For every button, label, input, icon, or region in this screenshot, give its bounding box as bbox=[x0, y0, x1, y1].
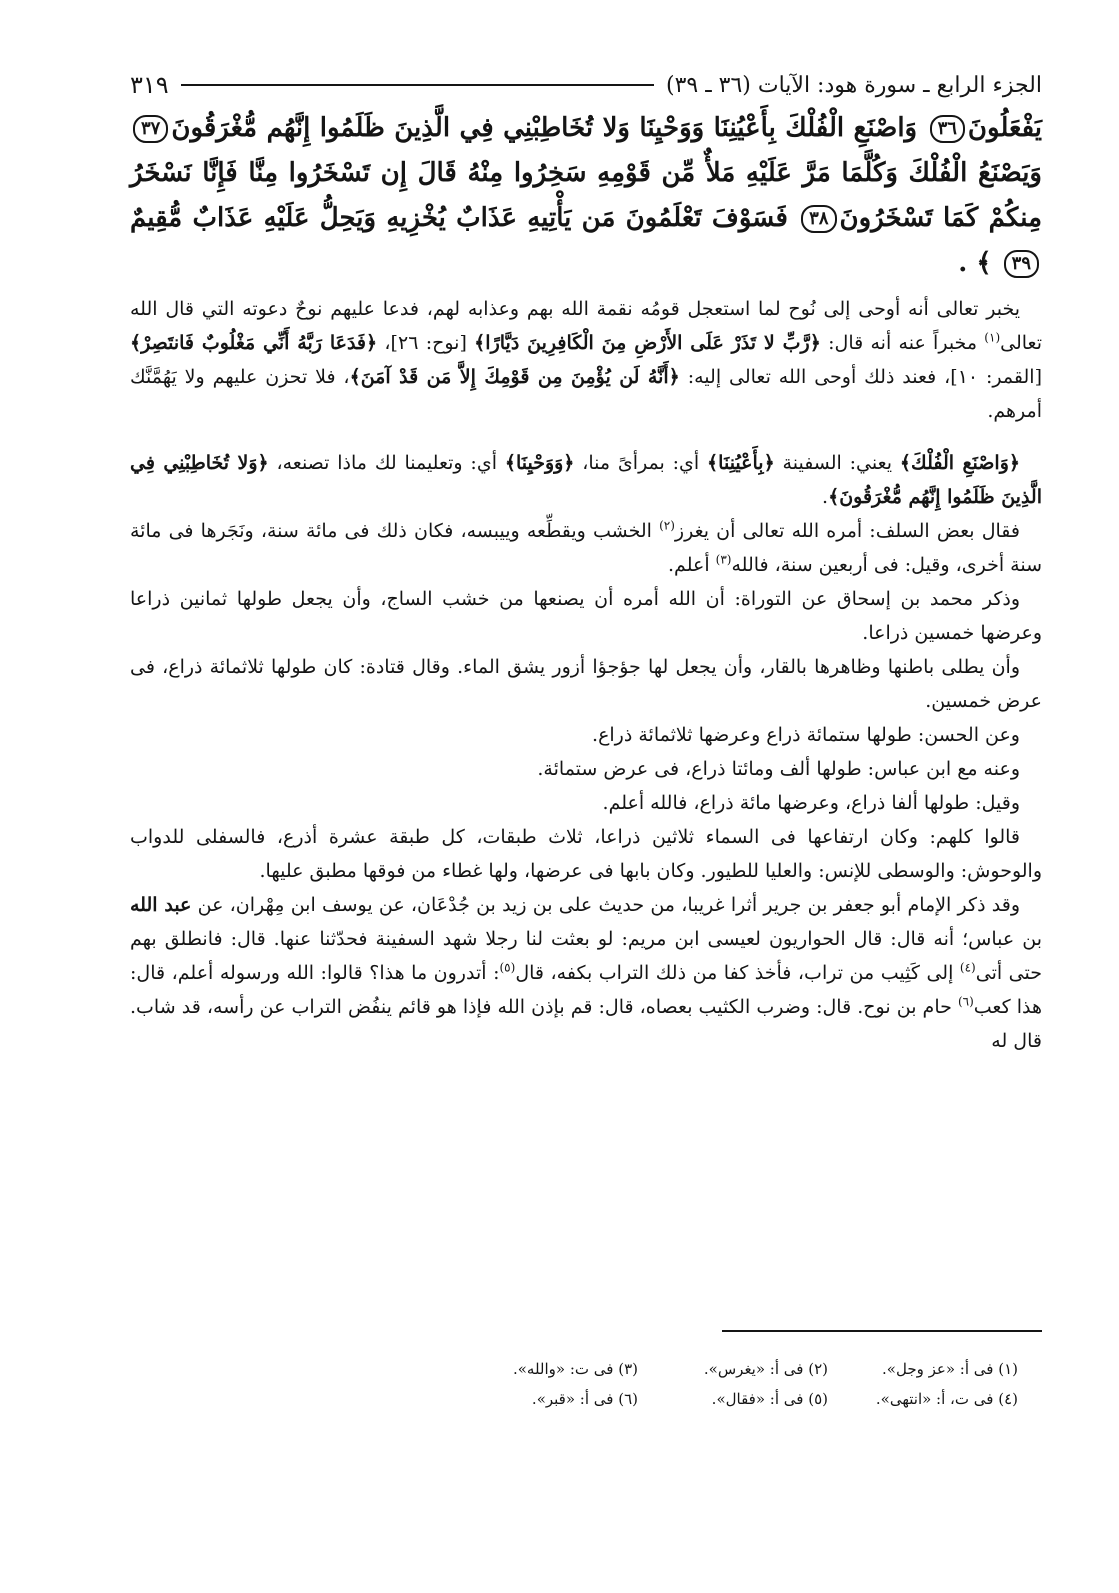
paragraph-text: وقد ذكر الإمام أبو جعفر بن جرير أثرا غريبا، من حديث على بن زيد بن جُدْعَان، عن يوسف ابن مِهْران، عن bbox=[191, 894, 1021, 916]
paragraph-text: وعن الحسن: طولها ستمائة ذراع وعرضها ثلاثمائة ذراع. bbox=[592, 724, 1020, 746]
paragraph-text: . bbox=[822, 486, 829, 508]
ayah-number-mark: ٣٧ bbox=[133, 115, 168, 143]
paragraph-text: وأن يطلى باطنها وظاهرها بالقار، وأن يجعل لها جؤجؤا أزور يشق الماء. وقال قتادة: كان طولها ثلاثمائة ذراع، فى عرض خمسين. bbox=[130, 656, 1042, 712]
verse-text: فَسَوْفَ تَعْلَمُونَ مَن يَأْتِيهِ عَذَابٌ يُخْزِيهِ وَيَحِلُّ عَلَيْهِ عَذَابٌ مُّقِيمٌ bbox=[130, 203, 788, 233]
paragraph-text: الخشب ويقطِّعه وييبسه، فكان ذلك فى مائة سنة، ونَجَرها فى مائة سنة أخرى، وقيل: فى أربعين سنة، فالله bbox=[130, 520, 1042, 576]
paragraph-text: [القمر: ١٠]، فعند ذلك أوحى الله تعالى إليه: bbox=[679, 366, 1042, 388]
footnote-row bbox=[130, 1354, 1042, 1384]
commentary-paragraph bbox=[130, 820, 1042, 888]
ayah-number-mark: ٣٩ bbox=[1004, 250, 1039, 278]
paragraph-text: وعنه مع ابن عباس: طولها ألف ومائتا ذراع، فى عرض ستمائة. bbox=[537, 758, 1020, 780]
paragraph-text: فقال بعض السلف: أمره الله تعالى أن يغرز bbox=[674, 520, 1020, 542]
footnote-2: (٢) فى أ: «يغرس». bbox=[703, 1360, 828, 1378]
paragraph-text: قالوا كلهم: وكان ارتفاعها فى السماء ثلاثين ذراعا، ثلاث طبقات، كل طبقة عشرة أذرع، فالسفلى للدواب والوحوش: والوسطى للإنس: والعليا للطيور. وكان بابها فى عرضها، ولها غطاء من فوقها مطبق عليها. bbox=[130, 826, 1042, 882]
commentary-paragraph bbox=[130, 514, 1042, 582]
commentary-body bbox=[130, 292, 1042, 1058]
paragraph-text: وذكر محمد بن إسحاق عن التوراة: أن الله أمره أن يصنعها من خشب الساج، وأن يجعل طولها ثمانين ذراعا وعرضها خمسين ذراعا. bbox=[130, 588, 1042, 644]
footnote-3: (٣) فى ت: «والله». bbox=[512, 1360, 638, 1378]
footnote-reference: (٤) bbox=[959, 960, 976, 975]
quran-verses bbox=[130, 106, 1042, 286]
commentary-paragraph bbox=[130, 718, 1042, 752]
footnote-reference: (٢) bbox=[659, 518, 675, 533]
ayah-number-mark: ٣٦ bbox=[930, 115, 965, 143]
commentary-paragraph bbox=[130, 292, 1042, 428]
footnote-row bbox=[130, 1384, 1042, 1414]
page-body bbox=[130, 66, 1042, 1058]
footnote-reference: (١) bbox=[984, 330, 1001, 345]
quranic-quote: ﴿وَاصْنَعِ الْفُلْكَ﴾ bbox=[899, 452, 1021, 474]
paragraph-text: وقيل: طولها ألفا ذراع، وعرضها مائة ذراع، فالله أعلم. bbox=[602, 792, 1020, 814]
paragraph-text: أي: وتعليمنا لك ماذا تصنعه، bbox=[268, 452, 505, 474]
page-number: ٣١٩ bbox=[130, 71, 169, 99]
quranic-quote: ﴿أَنَّهُ لَن يُؤْمِنَ مِن قَوْمِكَ إِلاَّ مَن قَدْ آمَنَ﴾ bbox=[349, 366, 680, 388]
paragraph-text: إلى كَثِيب من تراب، فأخذ كفا من ذلك التراب بكفه، قال bbox=[515, 962, 960, 984]
paragraph-text: [نوح: ٢٦]، bbox=[377, 332, 475, 354]
commentary-paragraph bbox=[130, 446, 1042, 514]
footnote-reference: (٦) bbox=[957, 994, 974, 1009]
paragraph-text: أعلم. bbox=[668, 554, 716, 576]
commentary-paragraph bbox=[130, 752, 1042, 786]
footnote-6: (٦) فى أ: «قبر». bbox=[531, 1390, 638, 1408]
paragraph-text: يعني: السفينة bbox=[774, 452, 900, 474]
footnote-reference: (٣) bbox=[715, 552, 732, 567]
footnote-rule bbox=[722, 1330, 1042, 1332]
paragraph-text: ، فلا تحزن عليهم ولا يَهُمَّنَّك أمرهم. bbox=[130, 366, 1042, 422]
footnote-reference: (٥) bbox=[499, 960, 516, 975]
quranic-quote: ﴿وَلا تُخَاطِبْنِي فِي الَّذِينَ ظَلَمُوا إِنَّهُم مُّغْرَقُونَ﴾ bbox=[130, 452, 1042, 508]
footnote-4: (٤) فى ت، أ: «انتهى». bbox=[875, 1390, 1018, 1408]
header-title: الجزء الرابع ـ سورة هود: الآيات (٣٦ ـ ٣٩) bbox=[665, 72, 1042, 98]
verse-text: يَفْعَلُونَ bbox=[967, 113, 1042, 143]
paragraph-text: بن عباس؛ أنه قال: قال الحواريون لعيسى ابن مريم: لو بعثت لنا رجلا شهد السفينة فحدّثنا عنها. قال: فانطلق بهم حتى أتى bbox=[130, 928, 1042, 984]
quranic-quote: ﴿وَوَحْيِنَا﴾ bbox=[504, 452, 575, 474]
running-header bbox=[130, 66, 1042, 104]
footnotes bbox=[130, 1330, 1042, 1414]
quranic-quote: عبد الله bbox=[130, 894, 192, 916]
footnote-5: (٥) فى أ: «فقال». bbox=[711, 1390, 828, 1408]
verse-text: وَاصْنَعِ الْفُلْكَ بِأَعْيُنِنَا وَوَحْيِنَا وَلا تُخَاطِبْنِي فِي الَّذِينَ ظَلَمُوا إِنَّهُم مُّغْرَقُونَ bbox=[171, 113, 918, 143]
quranic-quote: ﴿بِأَعْيُنِنَا﴾ bbox=[707, 452, 775, 474]
paragraph-text: حام بن نوح. قال: وضرب الكثيب بعصاه، قال: قم بإذن الله فإذا هو قائم ينفُض التراب عن رأسه، قد شاب. قال له bbox=[130, 996, 1042, 1052]
commentary-paragraph bbox=[130, 650, 1042, 718]
quranic-quote: ﴿فَدَعَا رَبَّهُ أَنِّي مَغْلُوبٌ فَانتَصِرْ﴾ bbox=[130, 332, 378, 354]
quranic-quote: ﴿رَّبِّ لا تَذَرْ عَلَى الأَرْضِ مِنَ الْكَافِرِينَ دَيَّارًا﴾ bbox=[474, 332, 821, 354]
header-rule bbox=[181, 84, 654, 86]
ayah-number-mark: ٣٨ bbox=[801, 205, 836, 233]
paragraph-text: أي: بمرأىً منا، bbox=[574, 452, 708, 474]
paragraph-text: يخبر تعالى أنه أوحى إلى نُوح لما استعجل قومُه نقمة الله بهم وعذابه لهم، فدعا عليهم نوحٌ دعوته التي قال الله تعالى bbox=[130, 298, 1042, 354]
paragraph-text: مخبراً عنه أنه قال: bbox=[820, 332, 985, 354]
verse-text: وَيَصْنَعُ الْفُلْكَ وَكُلَّمَا مَرَّ عَلَيْهِ مَلأٌ مِّن قَوْمِهِ سَخِرُوا مِنْهُ قَالَ إِن تَسْخَرُوا مِنَّا فَإِنَّا نَسْخَرُ مِنكُمْ كَمَا تَسْخَرُونَ bbox=[130, 158, 1042, 233]
commentary-paragraph bbox=[130, 786, 1042, 820]
verse-end-bracket: ﴾ . bbox=[958, 248, 992, 278]
paragraph-text: : أتدرون ما هذا؟ قالوا: الله ورسوله أعلم، قال: هذا كعب bbox=[130, 962, 1042, 1018]
commentary-paragraph bbox=[130, 888, 1042, 1058]
commentary-paragraph bbox=[130, 582, 1042, 650]
footnote-1: (١) فى أ: «عز وجل». bbox=[882, 1360, 1018, 1378]
